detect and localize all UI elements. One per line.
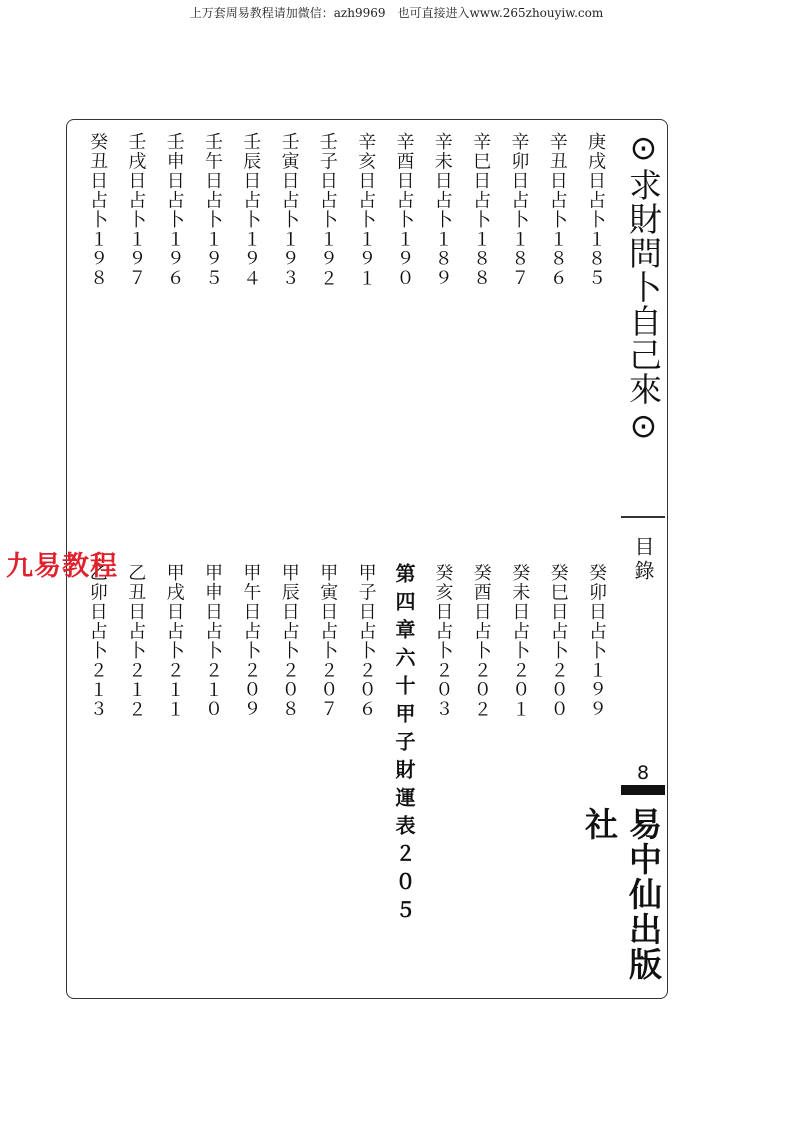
toc-entry: 乙卯日占卜２１３ bbox=[86, 563, 108, 719]
book-title: ⊙求財問卜自己來⊙ bbox=[624, 128, 663, 446]
toc-entry: 辛酉日占卜１９０ bbox=[393, 132, 415, 288]
sidebar-divider bbox=[621, 516, 665, 518]
toc-entry: 壬子日占卜１９２ bbox=[316, 132, 338, 288]
toc-entry: 癸丑日占卜１９８ bbox=[87, 132, 109, 288]
toc-entry: 第四章六十甲子財運表２０５ bbox=[392, 563, 416, 927]
toc-entry: 癸亥日占卜２０３ bbox=[432, 563, 454, 719]
toc-entry: 庚戌日占卜１８５ bbox=[585, 132, 606, 288]
toc-entry: 癸未日占卜２０１ bbox=[509, 563, 531, 719]
toc-entry: 癸酉日占卜２０２ bbox=[470, 563, 492, 719]
toc-entry: 壬戌日占卜１９７ bbox=[125, 132, 147, 288]
toc-entry: 甲午日占卜２０９ bbox=[240, 563, 262, 719]
toc-entry: 辛亥日占卜１９１ bbox=[355, 132, 377, 288]
toc-entry: 癸巳日占卜２００ bbox=[547, 563, 569, 719]
publisher-name: 易中仙出版社 bbox=[580, 807, 663, 982]
toc-entry: 甲辰日占卜２０８ bbox=[278, 563, 300, 719]
toc-entry: 乙丑日占卜２１２ bbox=[125, 563, 147, 719]
toc-entry: 壬辰日占卜１９４ bbox=[240, 132, 262, 288]
toc-entry: 癸卯日占卜１９９ bbox=[586, 563, 607, 719]
toc-entry: 甲寅日占卜２０７ bbox=[317, 563, 339, 719]
toc-entry: 壬申日占卜１９６ bbox=[163, 132, 185, 288]
sidebar-black-bar bbox=[621, 785, 665, 795]
toc-label: 目錄 bbox=[631, 536, 655, 584]
toc-entry: 辛未日占卜１８９ bbox=[431, 132, 453, 288]
toc-entry: 辛巳日占卜１８８ bbox=[470, 132, 492, 288]
watermark: 九易教程 bbox=[6, 551, 118, 582]
toc-entry: 壬午日占卜１９５ bbox=[202, 132, 223, 288]
toc-entry: 辛卯日占卜１８７ bbox=[508, 132, 530, 288]
toc-entry: 甲申日占卜２１０ bbox=[202, 563, 223, 719]
toc-entry: 甲子日占卜２０６ bbox=[355, 563, 377, 719]
toc-entry: 辛丑日占卜１８６ bbox=[546, 132, 568, 288]
header-note: 上万套周易教程请加微信：azh9969 也可直接进入www.265zhouyiw.com bbox=[189, 6, 604, 20]
page-number: 8 bbox=[636, 762, 650, 784]
toc-entry: 甲戌日占卜２１１ bbox=[163, 563, 185, 719]
toc-entry: 壬寅日占卜１９３ bbox=[278, 132, 300, 288]
